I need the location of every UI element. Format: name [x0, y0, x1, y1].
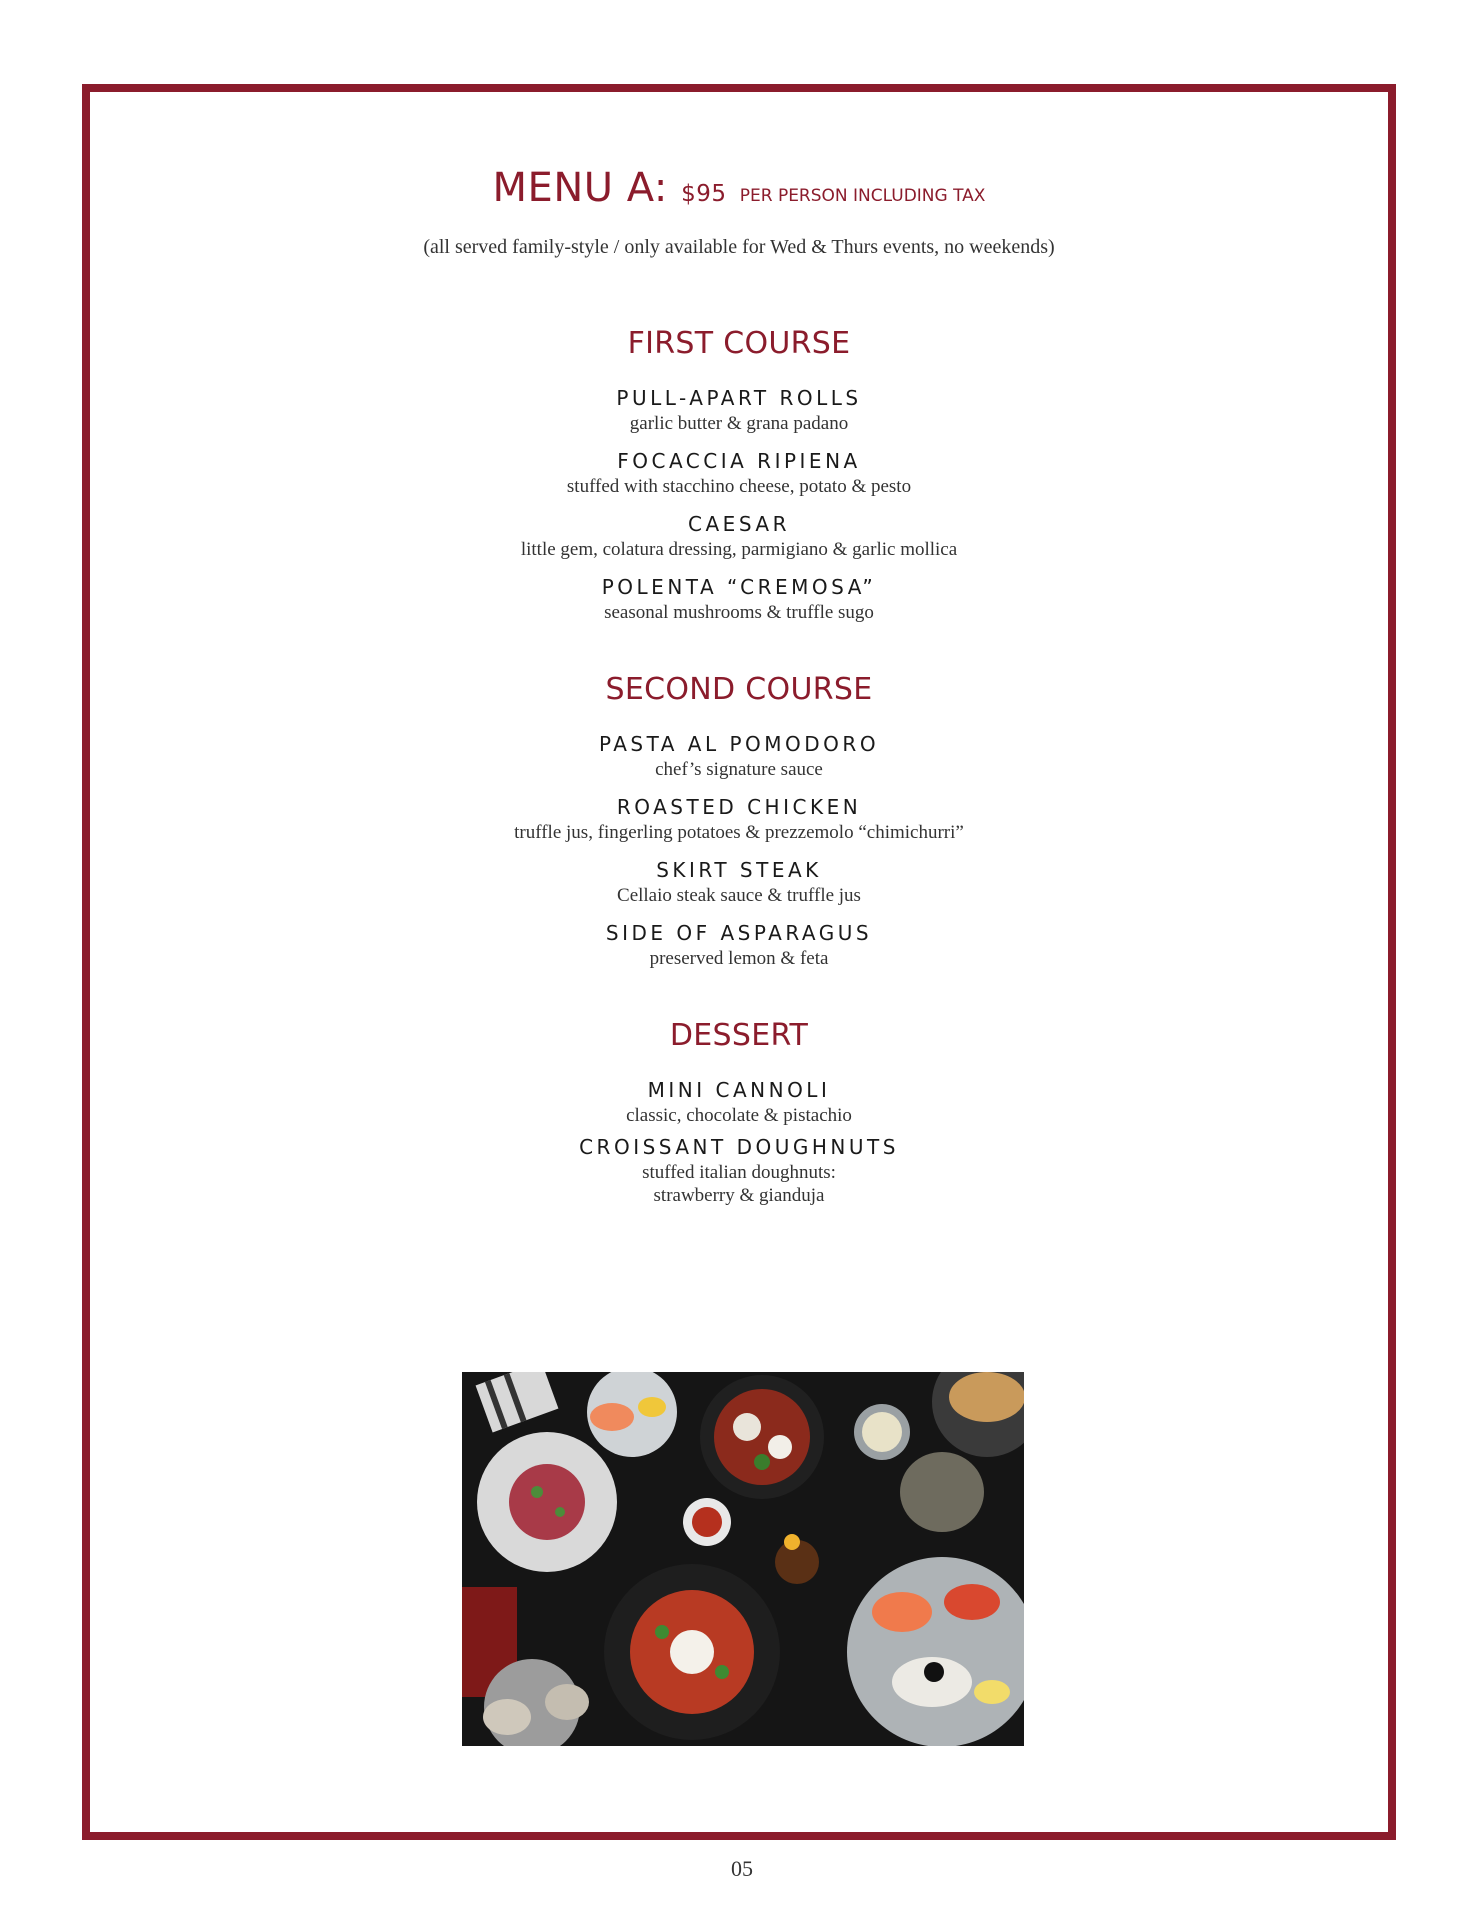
first-course-items [90, 384, 1388, 624]
course-heading-dessert: DESSERT [669, 1018, 809, 1053]
menu-subtitle: (all served family-style / only available for Wed & Thurs events, no weekends) [423, 236, 1055, 258]
menu-title [90, 162, 1388, 222]
item-name: MINI CANNOLI [647, 1078, 831, 1102]
item-description: little gem, colatura dressing, parmigiano & garlic mollica [520, 539, 958, 560]
course-heading-first: FIRST COURSE [627, 326, 851, 361]
item-description: chef’s signature sauce [655, 759, 823, 780]
item-description: garlic butter & grana padano [629, 413, 849, 434]
item-description-line2: strawberry & gianduja [653, 1185, 825, 1206]
dessert-items [90, 1076, 1388, 1207]
item-name: ROASTED CHICKEN [616, 795, 862, 819]
wine-glass [900, 1452, 984, 1532]
menu-item [90, 1076, 1388, 1127]
course-heading-second: SECOND COURSE [605, 672, 873, 707]
menu-item [90, 447, 1388, 498]
menu-item [90, 793, 1388, 844]
item-name: CROISSANT DOUGHNUTS [579, 1135, 899, 1159]
menu-item [90, 919, 1388, 970]
item-description: stuffed with stacchino cheese, potato & pesto [566, 476, 912, 497]
item-description: seasonal mushrooms & truffle sugo [604, 602, 874, 623]
menu-item [90, 730, 1388, 781]
menu-title-label: MENU A: [492, 165, 668, 211]
menu-item [90, 510, 1388, 561]
item-name: PULL-APART ROLLS [616, 386, 862, 410]
menu-item [90, 1133, 1388, 1207]
item-name: PASTA AL POMODORO [598, 732, 880, 756]
menu-content [90, 92, 1388, 1213]
item-description: Cellaio steak sauce & truffle jus [617, 885, 861, 906]
item-description: truffle jus, fingerling potatoes & prezzemolo “chimichurri” [514, 822, 964, 843]
second-course-items [90, 730, 1388, 970]
item-name: SIDE OF ASPARAGUS [605, 921, 873, 945]
menu-price-note: PER PERSON INCLUDING TAX [739, 186, 986, 206]
item-name: SKIRT STEAK [656, 858, 822, 882]
page-number: 05 [731, 1856, 753, 1881]
menu-price: $95 [681, 181, 727, 207]
item-name: FOCACCIA RIPIENA [617, 449, 861, 473]
item-description: stuffed italian doughnuts: [642, 1162, 836, 1183]
item-description: classic, chocolate & pistachio [626, 1105, 852, 1126]
food-photo [462, 1372, 1024, 1746]
food-photo-art [462, 1372, 1024, 1746]
menu-item [90, 384, 1388, 435]
menu-item [90, 856, 1388, 907]
item-description: preserved lemon & feta [649, 948, 829, 969]
menu-item [90, 573, 1388, 624]
item-name: CAESAR [688, 512, 790, 536]
item-name: POLENTA “CREMOSA” [601, 575, 877, 599]
